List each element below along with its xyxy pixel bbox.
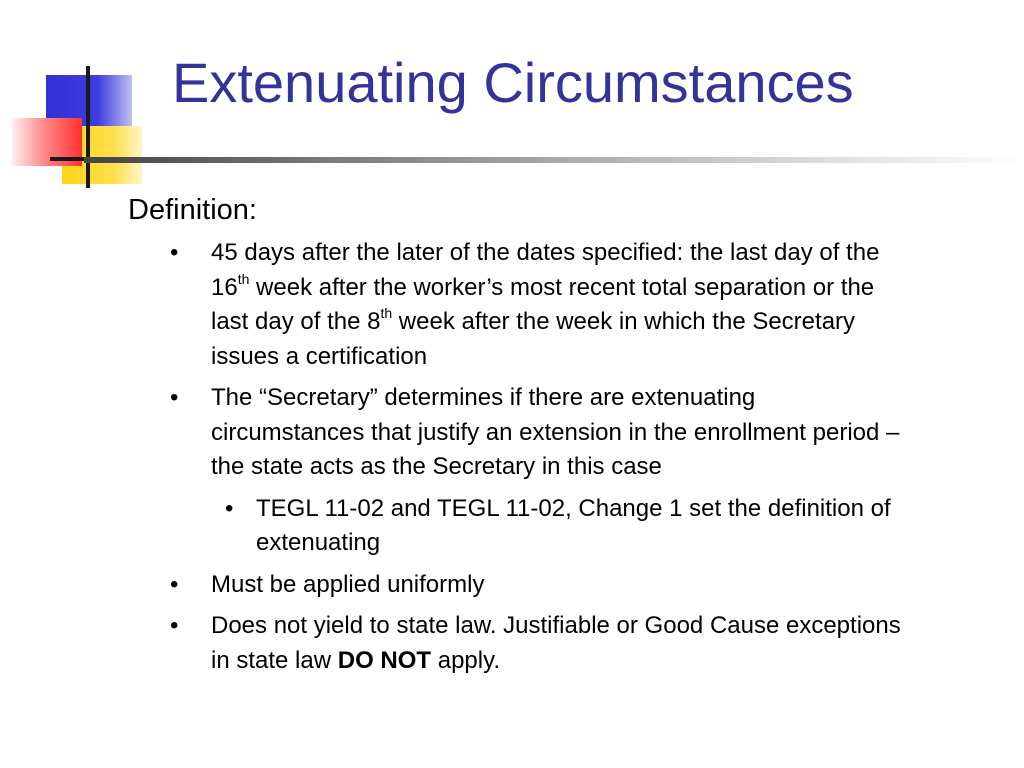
bullet-2-text: The “Secretary” determines if there are extenuating circumstances that justify an extension in the enrollment period – the state acts as the Secretary in this case	[211, 384, 900, 480]
bullet-1-text-part2: week after the worker’s most recent total separation or the last day of the 8	[211, 273, 875, 335]
vertical-line-shape	[86, 66, 90, 188]
definition-heading: Definition:	[128, 194, 257, 226]
bullet-4-emphasis: DO NOT	[337, 646, 432, 674]
bullet-dot: •	[170, 570, 179, 598]
bullet-1-text-part1: 45 days after the later of the dates specified: the last day of the 16	[211, 239, 880, 301]
bullet-item-2	[128, 381, 908, 485]
ordinal-suffix: th	[237, 270, 250, 287]
sub-bullet-item	[128, 492, 908, 561]
bullet-4-text-after: apply.	[431, 646, 500, 674]
slide-content	[128, 192, 908, 685]
bullet-item-1	[128, 236, 908, 374]
title-underline-rule	[84, 157, 1024, 163]
bullet-list	[128, 236, 908, 678]
bullet-dot: •	[225, 494, 234, 522]
bullet-dot: •	[170, 384, 179, 411]
bullet-dot: •	[170, 239, 179, 266]
bullet-dot: •	[170, 612, 179, 639]
decorative-logo	[0, 0, 160, 200]
bullet-4-text-before: Does not yield to state law. Justifiable or Good Cause exceptions in state law	[211, 612, 901, 674]
sub-bullet-text: TEGL 11-02 and TEGL 11-02, Change 1 set the definition of extenuating	[256, 494, 891, 556]
bullet-1-text-part3: week after the week in which the Secretary issues a certification	[211, 308, 856, 370]
bullet-3-text: Must be applied uniformly	[211, 570, 485, 598]
slide-title: Extenuating Circumstances	[172, 51, 854, 114]
ordinal-suffix: th	[380, 305, 393, 321]
bullet-item-3	[128, 568, 908, 603]
bullet-item-4	[128, 609, 908, 678]
